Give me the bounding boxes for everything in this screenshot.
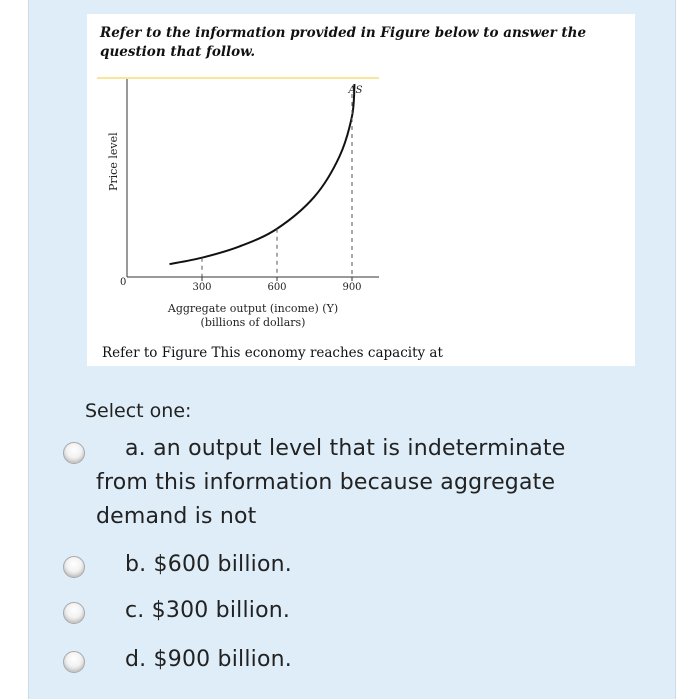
option-a-line1: a. an output level that is indeterminate — [125, 436, 566, 461]
radio-button-c[interactable] — [63, 602, 85, 624]
figure-header: Refer to the information provided in Figure below to answer the question that follow. — [100, 25, 587, 60]
y-axis-label: Price level — [107, 132, 120, 191]
radio-button-a[interactable] — [63, 442, 85, 464]
aggregate-supply-chart — [87, 14, 635, 344]
x-axis-label: Aggregate output (income) (Y) — [167, 302, 339, 315]
answer-option-a[interactable] — [29, 432, 677, 532]
answer-option-b[interactable] — [29, 548, 677, 584]
answer-option-c[interactable] — [29, 594, 677, 630]
option-c-text: c. $300 billion. — [125, 598, 291, 623]
x-tick-label-300: 300 — [192, 282, 212, 293]
option-a-line2: from this information because aggregate — [96, 470, 556, 495]
figure-caption: Refer to Figure This economy reaches capacity at — [102, 345, 443, 361]
x-axis-sublabel: (billions of dollars) — [200, 316, 306, 329]
question-panel — [28, 0, 676, 699]
as-curve — [170, 84, 355, 264]
question-figure — [87, 14, 635, 366]
option-d-text: d. $900 billion. — [125, 647, 292, 672]
x-tick-label-600: 600 — [267, 282, 287, 293]
radio-button-b[interactable] — [63, 556, 85, 578]
x-tick-label-900: 900 — [342, 282, 362, 293]
select-one-label: Select one: — [85, 400, 192, 422]
origin-label: 0 — [120, 277, 127, 288]
option-b-text: b. $600 billion. — [125, 552, 292, 577]
radio-button-d[interactable] — [63, 651, 85, 673]
as-curve-label: AS — [348, 85, 363, 96]
answer-option-d[interactable] — [29, 643, 677, 679]
option-a-line3: demand is not — [96, 504, 257, 529]
